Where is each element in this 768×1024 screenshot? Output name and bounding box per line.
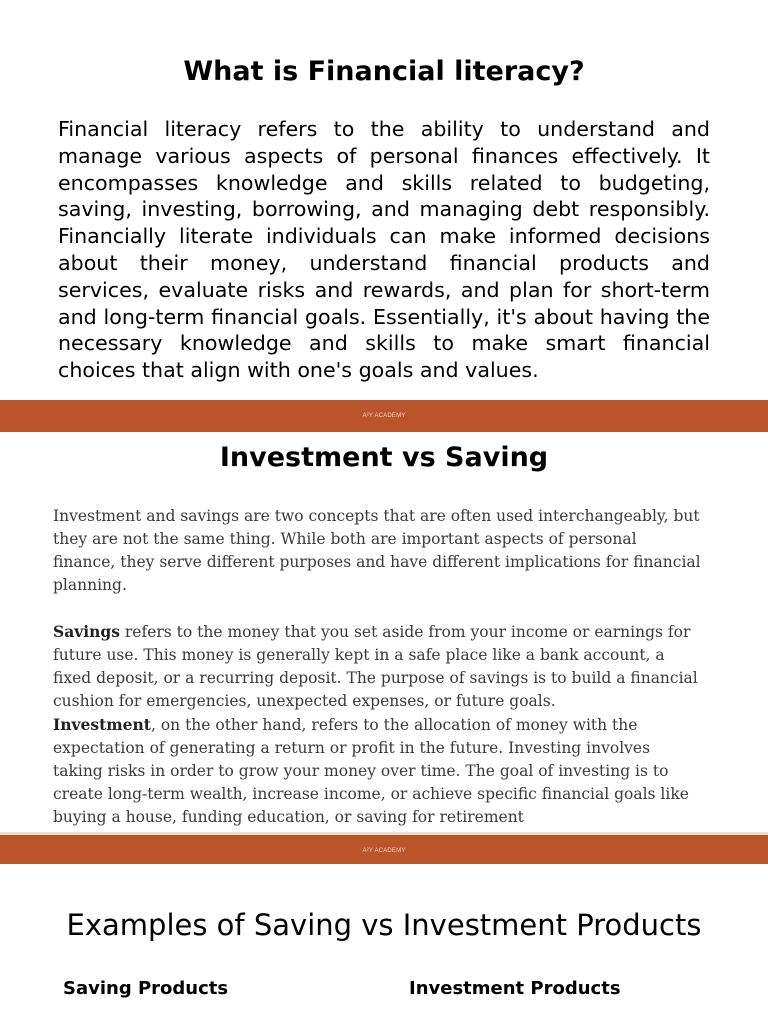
slide-title: What is Financial literacy? xyxy=(183,56,585,87)
body-text-tail: align with one's goals and values. xyxy=(190,358,539,383)
slide-footer-bar xyxy=(0,400,768,432)
footer-brand: A²Y ACADEMY xyxy=(362,413,406,419)
slide-products xyxy=(0,864,768,1024)
slide-body-text xyxy=(58,116,710,384)
slide-body-text xyxy=(53,505,703,829)
savings-definition: refers to the money that you set aside from your income or earnings for future use. This money is generally kept in a safe place like a bank account, a fixed deposit, or a recurring deposit. The purpose of savings is to build a financial cushion for emergencies, unexpected expenses, or future goals. xyxy=(53,623,698,710)
bar-divider xyxy=(0,832,768,835)
slide-title: Investment vs Saving xyxy=(219,442,549,473)
definitions-paragraph xyxy=(53,620,703,829)
saving-products-heading: Saving Products xyxy=(63,978,229,999)
investment-products-heading: Investment Products xyxy=(409,978,621,999)
slide-title: Examples of Saving vs Investment Products xyxy=(66,908,702,942)
slide-investment-vs-saving xyxy=(0,432,768,832)
body-text-main: Financial literacy refers to the ability to understand and manage various aspects of personal finances effectively. It encompasses knowledge and skills related to budgeting, saving, investing, borrowing, and managing debt responsibly. Financially literate individuals can make informed decisions about their money, understand financial products and services, evaluate risks and rewards, and plan for short-term and long-term financial goals. Essentially, it's about having the necessary knowledge and skills to make smart financial choices that xyxy=(58,117,710,383)
footer-brand: A²Y ACADEMY xyxy=(362,848,406,854)
slide-financial-literacy xyxy=(0,0,768,400)
intro-paragraph: Investment and savings are two concepts that are often used interchangeably, but they are not the same thing. While both are important aspects of personal finance, they serve different purposes and have different implications for financial planning. xyxy=(53,507,701,594)
investment-term: Investment xyxy=(53,715,151,734)
slide-footer-bar xyxy=(0,832,768,864)
savings-term: Savings xyxy=(53,622,120,641)
investment-definition: , on the other hand, refers to the allocation of money with the expectation of generating a return or profit in the future. Investing involves taking risks in order to grow your money over time. The goal of investing is to create long-term wealth, increase income, or achieve specific financial goals like buying a house, funding education, or saving for retirement xyxy=(53,716,689,826)
